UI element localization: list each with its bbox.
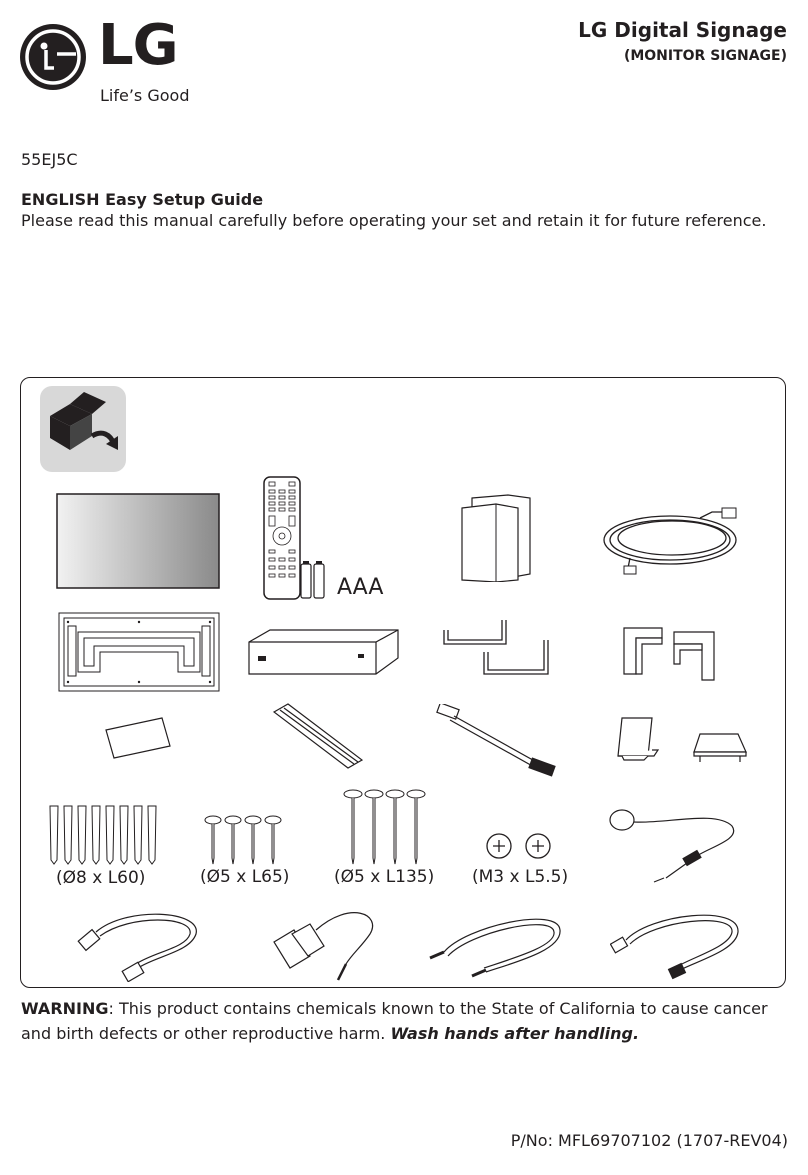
logo-wordmark: LG	[98, 13, 178, 78]
warning-text: : This product contains chemicals known to the State of California to cause cancer and birth defects or other reproductive harm.	[21, 999, 768, 1043]
model-number: 55EJ5C	[21, 150, 78, 169]
open-box-icon	[40, 386, 126, 472]
rgb-to-audio-cable-item	[270, 904, 382, 984]
audio-cable-item	[426, 906, 566, 980]
support-brackets-item	[440, 616, 552, 678]
flat-cable-item	[436, 704, 558, 778]
manual-booklets-item	[460, 494, 536, 582]
guide-title: ENGLISH Easy Setup Guide	[21, 190, 264, 209]
machine-screws-item	[484, 832, 556, 864]
cleaning-cloth-item	[104, 716, 172, 760]
warning-notice	[21, 996, 791, 1046]
wall-plugs-item	[44, 804, 162, 866]
corner-guides-item	[622, 624, 720, 682]
screw-label-1: (Ø8 x L60)	[56, 868, 146, 888]
rear-frame-item	[58, 612, 220, 692]
logo-tagline: Life’s Good	[100, 86, 190, 105]
battery-label: AAA	[337, 575, 384, 600]
power-cord-item	[600, 498, 746, 578]
guide-subtitle: Please read this manual carefully before operating your set and retain it for future reference.	[21, 211, 767, 230]
lg-face-icon	[20, 24, 86, 90]
screw-label-4: (M3 x L5.5)	[472, 867, 569, 887]
media-player-box-item	[248, 628, 400, 676]
short-screws-item	[202, 814, 284, 866]
hdmi-cable-item	[76, 906, 204, 982]
cover-clip-item	[614, 716, 670, 762]
lan-cable-item	[610, 904, 746, 980]
brand-title: LG Digital Signage	[578, 18, 787, 42]
monitor-item	[56, 493, 220, 589]
remote-control-item	[262, 476, 302, 601]
long-screws-item	[342, 786, 428, 866]
brand-subtitle: (MONITOR SIGNAGE)	[623, 48, 787, 64]
screw-label-2: (Ø5 x L65)	[200, 867, 290, 887]
part-number: P/No: MFL69707102 (1707-REV04)	[510, 1131, 788, 1150]
mount-bracket-item	[690, 730, 748, 764]
screw-label-3: (Ø5 x L135)	[334, 867, 435, 887]
warning-emphasis: Wash hands after handling.	[390, 1024, 640, 1043]
warning-label: WARNING	[21, 999, 109, 1018]
ir-receiver-cable-item	[606, 804, 740, 884]
cable-tie-strip-item	[272, 700, 364, 772]
lg-logo	[20, 13, 195, 108]
batteries-item	[299, 560, 327, 600]
